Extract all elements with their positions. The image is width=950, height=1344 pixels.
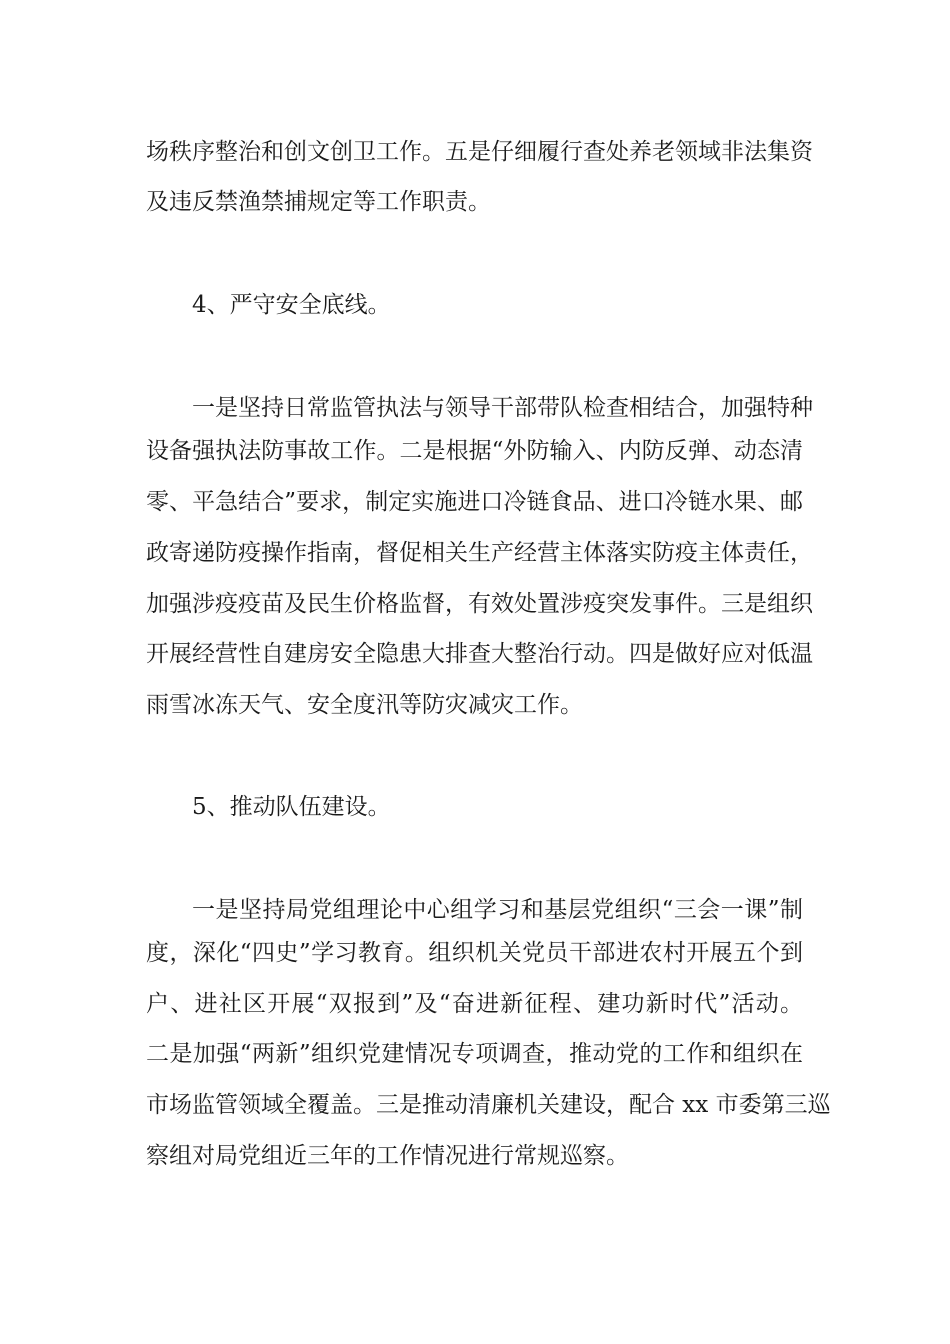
paragraph-line: 雨雪冰冻天气、安全度汛等防灾减灾工作。 <box>146 692 583 718</box>
paragraph-line: 二是加强“两新”组织党建情况专项调查，推动党的工作和组织在 <box>146 1041 803 1067</box>
heading-line: 5、推动队伍建设。 <box>192 794 391 820</box>
paragraph-line: 一是坚持日常监管执法与领导干部带队检查相结合，加强特种 <box>192 395 813 421</box>
paragraph-line: 开展经营性自建房安全隐患大排查大整治行动。四是做好应对低温 <box>146 641 813 667</box>
heading-line: 4、严守安全底线。 <box>192 292 391 318</box>
paragraph-line: 加强涉疫疫苗及民生价格监督，有效处置涉疫突发事件。三是组织 <box>146 591 813 617</box>
paragraph-line: 场秩序整治和创文创卫工作。五是仔细履行查处养老领域非法集资 <box>146 139 813 165</box>
paragraph-line: 度，深化“四史”学习教育。组织机关党员干部进农村开展五个到 <box>146 940 803 966</box>
paragraph-line: 一是坚持局党组理论中心组学习和基层党组织“三会一课”制 <box>192 897 803 923</box>
paragraph-line: 零、平急结合”要求，制定实施进口冷链食品、进口冷链水果、邮 <box>146 489 803 515</box>
paragraph-line: 户、进社区开展“双报到”及“奋进新征程、建功新时代”活动。 <box>146 991 803 1017</box>
paragraph-line: 及违反禁渔禁捕规定等工作职责。 <box>146 189 491 215</box>
paragraph-line: 市场监管领域全覆盖。三是推动清廉机关建设，配合 xx 市委第三巡 <box>146 1092 831 1118</box>
paragraph-line: 政寄递防疫操作指南，督促相关生产经营主体落实防疫主体责任， <box>146 540 813 566</box>
paragraph-line: 设备强执法防事故工作。二是根据“外防输入、内防反弹、动态清 <box>146 438 803 464</box>
paragraph-line: 察组对局党组近三年的工作情况进行常规巡察。 <box>146 1143 629 1169</box>
